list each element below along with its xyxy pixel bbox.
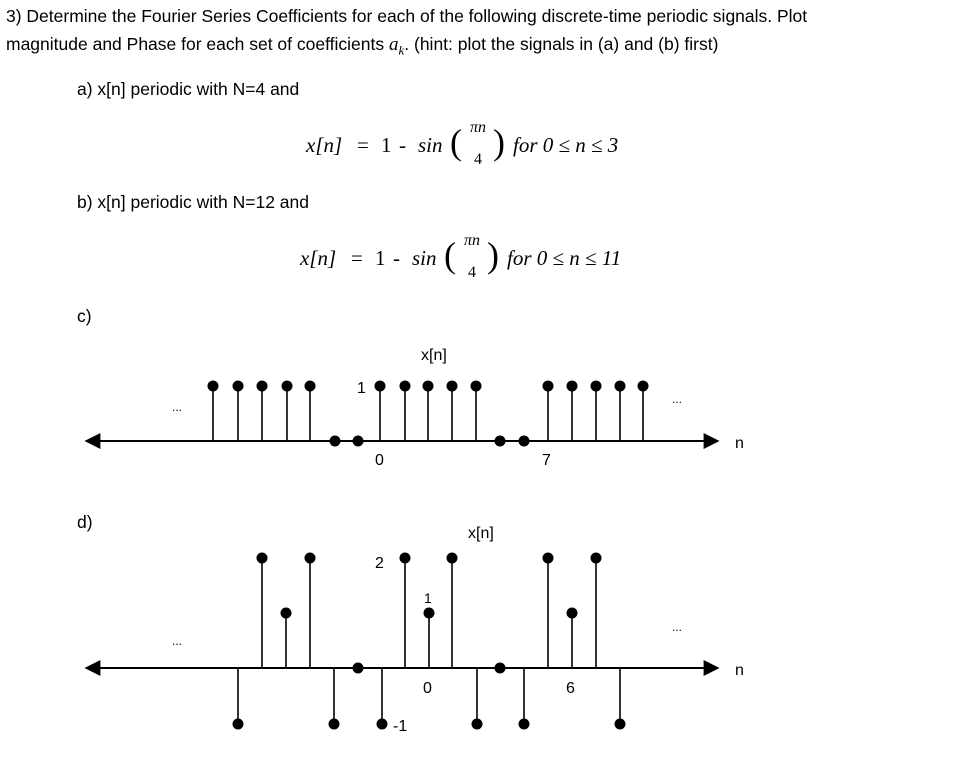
- part-d-tick-0: 0: [423, 680, 432, 697]
- part-c-stem-0-dot: [208, 381, 219, 392]
- part-d-value-neg1: -1: [393, 718, 408, 735]
- problem-line-2-prefix: magnitude and Phase for each set of coefficients: [6, 34, 389, 54]
- part-b-left-paren: (: [444, 235, 456, 275]
- part-b-equals: =: [351, 246, 363, 270]
- part-a-right-paren: ): [493, 122, 505, 162]
- part-b-lhs: x[n]: [300, 246, 337, 270]
- part-d-stem-16-dot: [615, 719, 626, 730]
- part-a-numerator: πn: [469, 119, 486, 136]
- part-d-stem-6-dot: [377, 719, 388, 730]
- part-c-stem-8-dot: [400, 381, 411, 392]
- part-a-minus: -: [399, 133, 406, 157]
- part-c-stem-15-dot: [567, 381, 578, 392]
- part-c-stem-14-dot: [543, 381, 554, 392]
- part-d-stem-13-dot: [543, 553, 554, 564]
- coefficient-symbol: a: [388, 34, 399, 55]
- part-d-tick-6: 6: [566, 680, 575, 697]
- part-b-denominator: 4: [468, 264, 476, 281]
- part-d-stem-4-dot: [329, 719, 340, 730]
- part-c-stem-12-dot: [495, 436, 506, 447]
- part-c-tick-7: 7: [542, 452, 551, 469]
- part-c-stem-2-dot: [257, 381, 268, 392]
- part-c-stem-1-dot: [233, 381, 244, 392]
- part-a-left-paren: (: [450, 122, 462, 162]
- part-c-stem-11-dot: [471, 381, 482, 392]
- part-a-condition: for 0 ≤ n ≤ 3: [513, 133, 619, 157]
- part-c-stem-4-dot: [305, 381, 316, 392]
- part-c-stem-10-dot: [447, 381, 458, 392]
- part-d-stem-10-dot: [472, 719, 483, 730]
- part-c-label: c): [77, 306, 92, 326]
- part-c-ellipsis-left: ...: [172, 400, 183, 414]
- part-d-value-1: 1: [424, 590, 432, 606]
- part-a-equals: =: [357, 133, 369, 157]
- part-c-value-label: 1: [357, 380, 366, 397]
- part-a-sin: sin: [418, 133, 443, 157]
- part-d-stem-12-dot: [519, 719, 530, 730]
- part-c-tick-0: 0: [375, 452, 384, 469]
- part-b-numerator: πn: [463, 232, 480, 249]
- part-d-stem-5-dot: [353, 663, 364, 674]
- part-c-stem-17-dot: [615, 381, 626, 392]
- part-b-one: 1: [375, 246, 386, 270]
- part-b-label: b) x[n] periodic with N=12 and: [77, 192, 310, 212]
- part-d-value-2: 2: [375, 555, 384, 572]
- part-d-stem-0-dot: [233, 719, 244, 730]
- part-d-stem-9-dot: [447, 553, 458, 564]
- part-a-lhs: x[n]: [306, 133, 343, 157]
- problem-line-2-suffix: . (hint: plot the signals in (a) and (b) first): [404, 34, 719, 54]
- part-c-stem-9-dot: [423, 381, 434, 392]
- part-d-title: x[n]: [468, 525, 494, 542]
- part-c-stem-6-dot: [353, 436, 364, 447]
- part-a-denominator: 4: [474, 151, 482, 168]
- part-d-stem-15-dot: [591, 553, 602, 564]
- part-b-right-paren: ): [487, 235, 499, 275]
- part-c-stems: [208, 381, 649, 447]
- coefficient-subscript: k: [398, 42, 405, 58]
- part-d-ellipsis-right: ...: [672, 620, 683, 634]
- part-d-stem-14-dot: [567, 608, 578, 619]
- part-d-label: d): [77, 512, 93, 532]
- part-c-stem-5-dot: [330, 436, 341, 447]
- part-c-stem-7-dot: [375, 381, 386, 392]
- part-d-ellipsis-left: ...: [172, 634, 183, 648]
- part-c-ellipsis-right: ...: [672, 392, 683, 406]
- part-c-stem-13-dot: [519, 436, 530, 447]
- part-a-label: a) x[n] periodic with N=4 and: [77, 79, 300, 99]
- part-d-stem-7-dot: [400, 553, 411, 564]
- part-b-minus: -: [393, 246, 400, 270]
- part-d-stem-2-dot: [281, 608, 292, 619]
- part-a-one: 1: [381, 133, 392, 157]
- part-c-stem-3-dot: [282, 381, 293, 392]
- problem-line-1: 3) Determine the Fourier Series Coefficients for each of the following discrete-time periodic signals. Plot: [6, 6, 808, 26]
- part-c-stem-18-dot: [638, 381, 649, 392]
- part-b-sin: sin: [412, 246, 437, 270]
- part-d-stems: [233, 553, 626, 730]
- part-d-stem-11-dot: [495, 663, 506, 674]
- part-d-stem-8-dot: [424, 608, 435, 619]
- part-d-stem-1-dot: [257, 553, 268, 564]
- part-c-stem-16-dot: [591, 381, 602, 392]
- part-c-title: x[n]: [421, 347, 447, 364]
- part-d-axis-label: n: [735, 662, 744, 679]
- part-b-condition: for 0 ≤ n ≤ 11: [507, 246, 622, 270]
- part-c-axis-label: n: [735, 435, 744, 452]
- part-d-stem-3-dot: [305, 553, 316, 564]
